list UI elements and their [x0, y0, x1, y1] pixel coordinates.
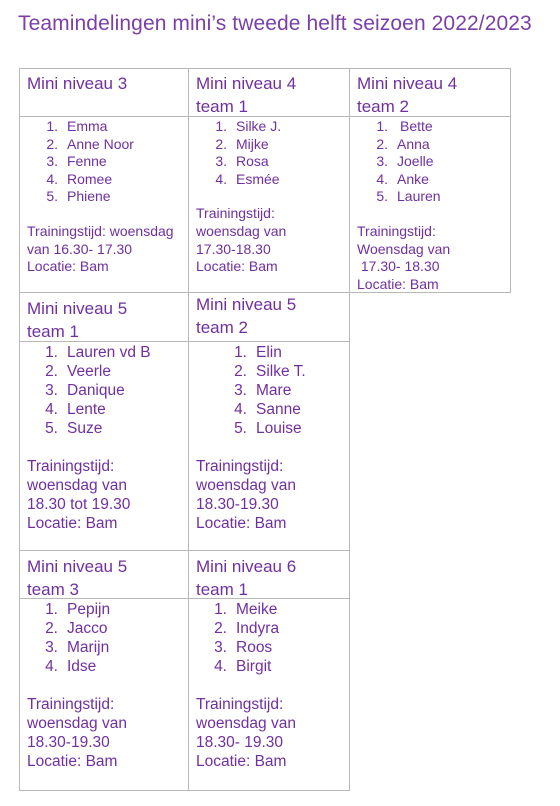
- team-heading-cell: [188, 550, 350, 599]
- team-heading: Mini niveau 5: [27, 299, 128, 318]
- team-heading: Mini niveau 6: [196, 557, 297, 576]
- list-item: 3. Danique: [45, 382, 125, 399]
- team-heading: team 2: [357, 97, 409, 116]
- team-heading: team 1: [196, 97, 248, 116]
- list-item: 4. Sanne: [234, 401, 301, 418]
- team-heading: Mini niveau 4: [357, 74, 458, 93]
- list-item: 3. Mare: [234, 382, 292, 399]
- list-item: 5. Lauren: [376, 188, 441, 205]
- training-info: Trainingstijd: woensdag van 16.30- 17.30 Locatie: Bam: [27, 222, 174, 275]
- training-info: Trainingstijd: woensdag van 18.30-19.30 Locatie: Bam: [196, 458, 296, 532]
- list-item: 2. Indyra: [214, 620, 280, 637]
- team-heading: Mini niveau 5: [196, 295, 297, 314]
- list-item: 1. Bette: [376, 118, 433, 134]
- team-details-cell: [188, 116, 350, 293]
- list-item: 4. Esmée: [215, 170, 280, 187]
- team-details-cell: [19, 598, 189, 791]
- team-heading: Mini niveau 4: [196, 74, 297, 93]
- team-heading-cell: [19, 292, 189, 342]
- list-item: 2. Jacco: [45, 620, 108, 637]
- player-list: [233, 343, 349, 438]
- list-item: 2. Anna: [376, 135, 430, 152]
- list-item: 4. Anke: [376, 170, 429, 187]
- team-heading-cell: [19, 550, 189, 599]
- list-item: 1. Meike: [214, 601, 278, 618]
- team-heading: team 3: [27, 580, 79, 599]
- team-heading: Mini niveau 3: [27, 74, 128, 93]
- list-item: 1. Elin: [234, 344, 282, 361]
- player-list: [44, 600, 188, 676]
- list-item: 5. Louise: [234, 420, 302, 437]
- team-heading: team 1: [27, 322, 79, 341]
- training-info: Trainingstijd: woensdag van 18.30- 19.30 Locatie: Bam: [196, 696, 296, 770]
- list-item: 4. Idse: [45, 658, 97, 675]
- list-item: 4. Birgit: [214, 658, 272, 675]
- team-heading-cell: [188, 68, 350, 117]
- team-details-cell: [188, 341, 350, 551]
- list-item: 2. Anne Noor: [46, 135, 134, 152]
- training-info: Trainingstijd: woensdag van 18.30-19.30 Locatie: Bam: [27, 696, 127, 770]
- page-title: Teamindelingen mini’s tweede helft seizoen 2022/2023: [18, 12, 532, 35]
- list-item: 4. Romee: [46, 170, 113, 187]
- team-heading-cell: [188, 292, 350, 342]
- list-item: 1. Silke J.: [215, 118, 282, 134]
- list-item: 1. Emma: [46, 118, 108, 134]
- list-item: 3. Rosa: [215, 153, 269, 170]
- list-item: 1. Pepijn: [45, 601, 111, 618]
- team-details-cell: [188, 598, 350, 791]
- player-list: [44, 118, 188, 206]
- list-item: 3. Fenne: [46, 153, 107, 170]
- team-heading: Mini niveau 5: [27, 557, 128, 576]
- list-item: 2. Silke T.: [234, 363, 306, 380]
- list-item: 5. Phiene: [46, 188, 111, 205]
- list-item: 1. Lauren vd B: [45, 344, 151, 361]
- list-item: 3. Roos: [214, 639, 273, 656]
- list-item: 2. Veerle: [45, 363, 111, 380]
- list-item: 2. Mijke: [215, 135, 269, 152]
- list-item: 3. Joelle: [376, 153, 434, 170]
- list-item: 3. Marijn: [45, 639, 110, 656]
- training-info: Trainingstijd: Woensdag van 17.30- 18.30 Locatie: Bam: [357, 222, 451, 292]
- team-details-cell: [19, 116, 189, 293]
- list-item: 4. Lente: [45, 401, 106, 418]
- team-heading: team 2: [196, 318, 248, 337]
- team-details-cell: [19, 341, 189, 551]
- list-item: 5. Suze: [45, 420, 103, 437]
- team-heading: team 1: [196, 580, 248, 599]
- player-list: [44, 343, 188, 438]
- training-info: Trainingstijd: woensdag van 18.30 tot 19.30 Locatie: Bam: [27, 458, 131, 532]
- player-list: [213, 600, 349, 676]
- player-list: [213, 118, 349, 188]
- player-list: [374, 118, 510, 206]
- team-heading-cell: [349, 68, 511, 117]
- team-details-cell: [349, 116, 511, 293]
- team-heading-cell: [19, 68, 189, 117]
- training-info: Trainingstijd: woensdag van 17.30-18.30 Locatie: Bam: [196, 205, 287, 275]
